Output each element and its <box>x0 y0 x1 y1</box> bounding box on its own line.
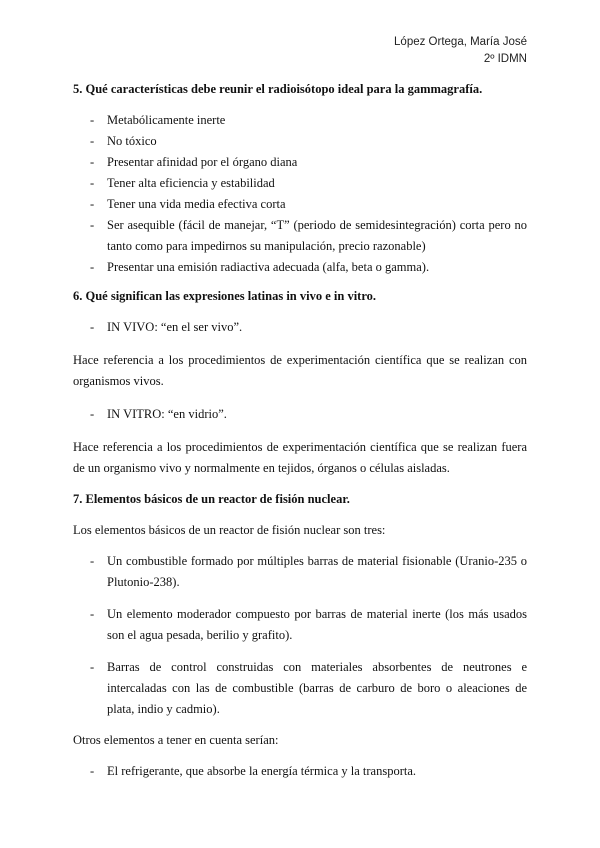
invivo-paragraph: Hace referencia a los procedimientos de experimentación científica que se realizan con organismos vivos. <box>73 353 527 388</box>
section6-invivo-list <box>73 317 527 338</box>
course-label: 2º IDMN <box>483 53 527 65</box>
section7-intro: Los elementos básicos de un reactor de fisión nuclear son tres: <box>73 523 386 537</box>
section7-other-list <box>73 761 527 782</box>
list-item: - IN VIVO: “en el ser vivo”. <box>73 317 527 338</box>
invitro-paragraph: Hace referencia a los procedimientos de experimentación científica que se realizan fuera de un organismo vivo y normalmente en tejidos, órganos o células aisladas. <box>73 440 527 475</box>
page-header <box>394 34 527 68</box>
list-item: - Un combustible formado por múltiples barras de material fisionable (Uranio-235 o Plutonio-238). <box>73 551 527 593</box>
list-item: - Barras de control construidas con materiales absorbentes de neutrones e intercaladas con las de combustible (barras de carburo de boro o aleaciones de plata, indio y cadmio). <box>73 657 527 720</box>
section6-title: 6. Qué significan las expresiones latinas in vivo e in vitro. <box>73 289 377 303</box>
section7-other-intro: Otros elementos a tener en cuenta serían: <box>73 733 279 747</box>
list-item: - Metabólicamente inerte <box>73 110 527 131</box>
list-item: - IN VITRO: “en vidrio”. <box>73 404 527 425</box>
list-item: - El refrigerante, que absorbe la energía térmica y la transporta. <box>73 761 527 782</box>
list-item: - Presentar afinidad por el órgano diana <box>73 152 527 173</box>
section7-title: 7. Elementos básicos de un reactor de fisión nuclear. <box>73 492 350 506</box>
section6-invitro-list <box>73 404 527 425</box>
document-body <box>73 79 527 782</box>
section7-list <box>73 551 527 720</box>
list-item: - Un elemento moderador compuesto por barras de material inerte (los más usados son el agua pesada, berilio y grafito). <box>73 604 527 646</box>
list-item: - Tener alta eficiencia y estabilidad <box>73 173 527 194</box>
author-name: López Ortega, María José <box>394 36 527 48</box>
list-item: - Ser asequible (fácil de manejar, “T” (periodo de semidesintegración) corta pero no tanto como para impedirnos su manipulación, precio razonable) <box>73 215 527 257</box>
section5-title: 5. Qué características debe reunir el radioisótopo ideal para la gammagrafía. <box>73 82 483 96</box>
list-item: - Tener una vida media efectiva corta <box>73 194 527 215</box>
list-item: - Presentar una emisión radiactiva adecuada (alfa, beta o gamma). <box>73 257 527 278</box>
list-item: - No tóxico <box>73 131 527 152</box>
section5-list <box>73 110 527 278</box>
